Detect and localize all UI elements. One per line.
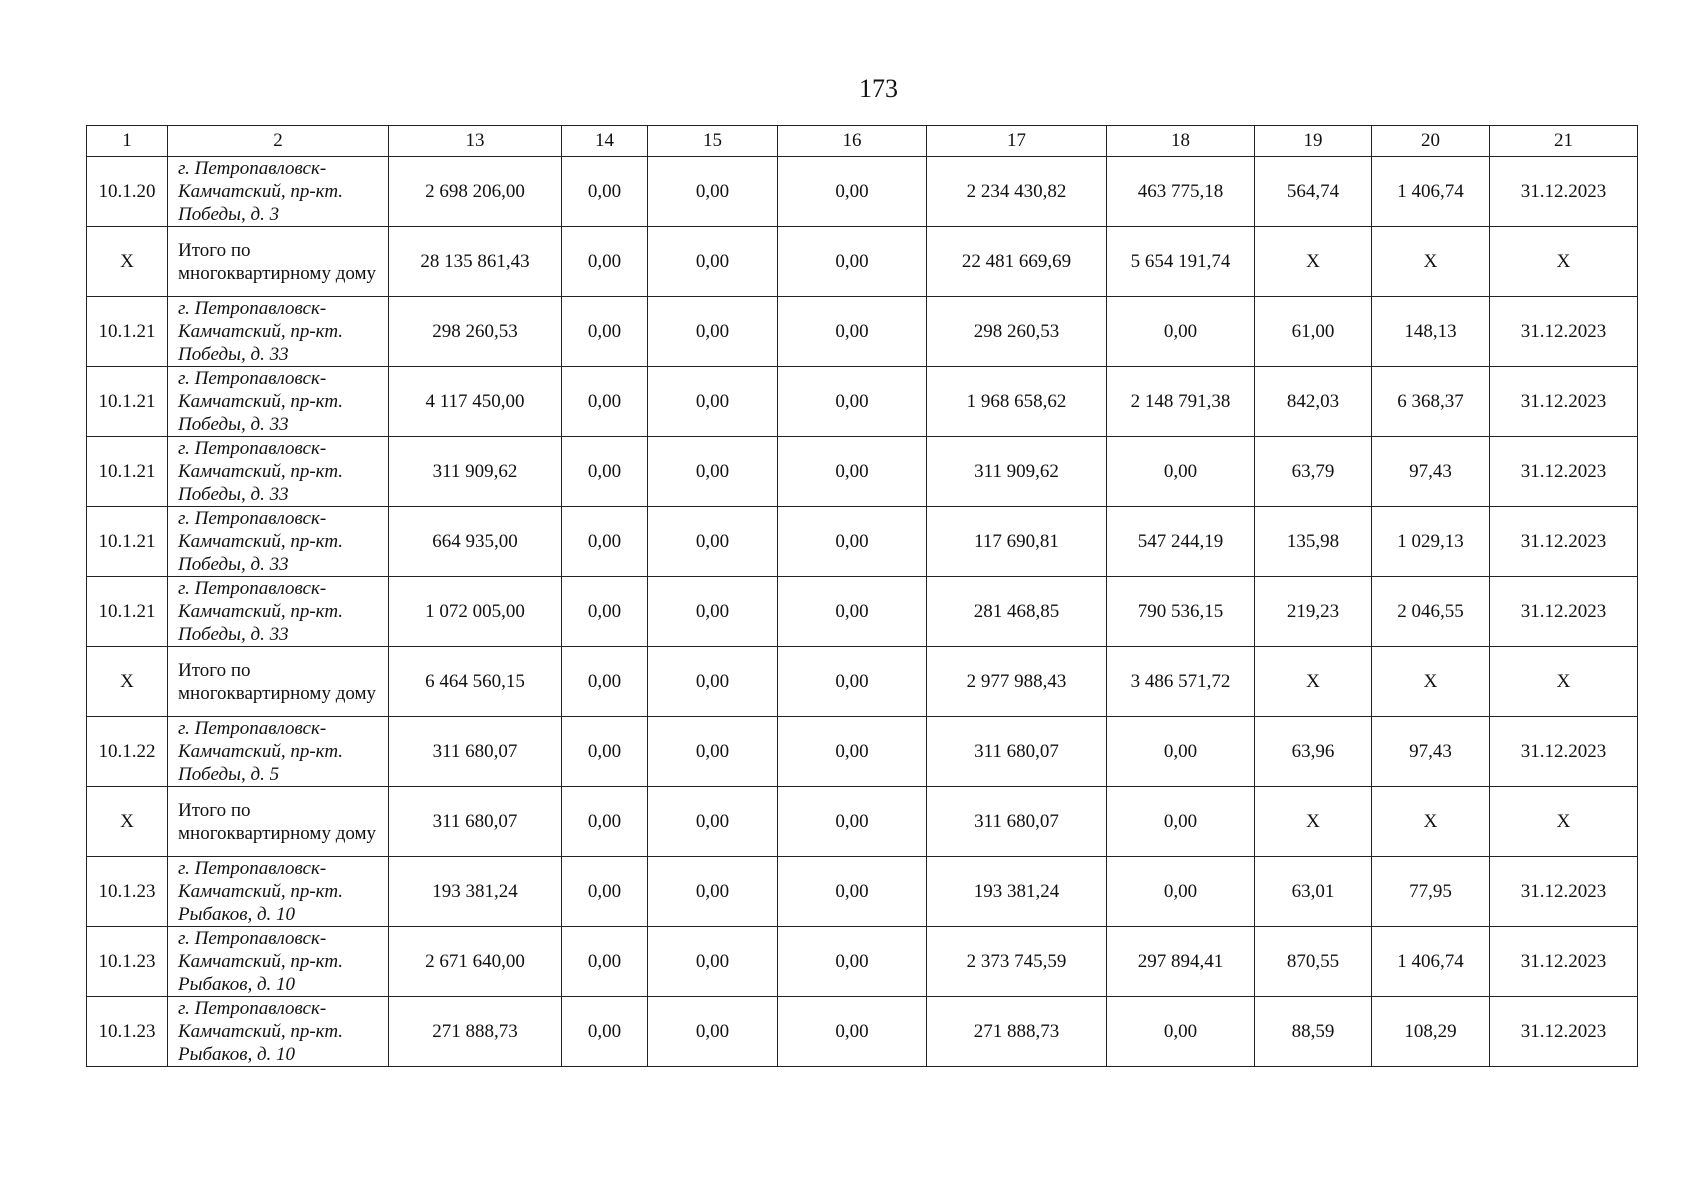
col-20-cell: Х [1372, 787, 1490, 857]
col-20-cell: 108,29 [1372, 997, 1490, 1067]
col-17-cell: 1 968 658,62 [927, 367, 1107, 437]
address-cell: Итого по многоквартирному дому [168, 787, 389, 857]
table-header-row [87, 126, 1638, 157]
col-16-cell: 0,00 [778, 647, 927, 717]
col-15-cell: 0,00 [648, 297, 778, 367]
col-21-cell: Х [1490, 787, 1638, 857]
address-cell: г. Петропавловск-Камчатский, пр-кт. Победы, д. 33 [168, 367, 389, 437]
col-21-cell: 31.12.2023 [1490, 367, 1638, 437]
col-19-cell: 63,96 [1255, 717, 1372, 787]
col-15-cell: 0,00 [648, 717, 778, 787]
col-19-cell: 219,23 [1255, 577, 1372, 647]
header-cell: 17 [927, 126, 1107, 157]
col-20-cell: 2 046,55 [1372, 577, 1490, 647]
address-cell: г. Петропавловск-Камчатский, пр-кт. Победы, д. 3 [168, 157, 389, 227]
col-18-cell: 0,00 [1107, 787, 1255, 857]
table-body [87, 126, 1638, 1067]
table-row [87, 577, 1638, 647]
col-21-cell: Х [1490, 227, 1638, 297]
col-17-cell: 193 381,24 [927, 857, 1107, 927]
table-row [87, 997, 1638, 1067]
col-19-cell: 61,00 [1255, 297, 1372, 367]
address-cell: г. Петропавловск-Камчатский, пр-кт. Победы, д. 33 [168, 507, 389, 577]
col-18-cell: 0,00 [1107, 857, 1255, 927]
row-number-cell: 10.1.23 [87, 857, 168, 927]
row-number-cell: 10.1.20 [87, 157, 168, 227]
col-15-cell: 0,00 [648, 437, 778, 507]
col-14-cell: 0,00 [562, 227, 648, 297]
col-17-cell: 311 680,07 [927, 787, 1107, 857]
table-row [87, 367, 1638, 437]
col-14-cell: 0,00 [562, 367, 648, 437]
table-total-row [87, 647, 1638, 717]
col-19-cell: Х [1255, 787, 1372, 857]
row-number-cell: 10.1.22 [87, 717, 168, 787]
col-14-cell: 0,00 [562, 647, 648, 717]
col-20-cell: Х [1372, 647, 1490, 717]
col-20-cell: 97,43 [1372, 437, 1490, 507]
col-20-cell: 77,95 [1372, 857, 1490, 927]
col-17-cell: 2 234 430,82 [927, 157, 1107, 227]
col-21-cell: 31.12.2023 [1490, 927, 1638, 997]
col-13-cell: 298 260,53 [389, 297, 562, 367]
col-21-cell: 31.12.2023 [1490, 297, 1638, 367]
col-17-cell: 311 909,62 [927, 437, 1107, 507]
col-19-cell: 63,79 [1255, 437, 1372, 507]
header-cell: 2 [168, 126, 389, 157]
col-16-cell: 0,00 [778, 997, 927, 1067]
table-row [87, 927, 1638, 997]
address-cell: г. Петропавловск-Камчатский, пр-кт. Победы, д. 33 [168, 577, 389, 647]
col-13-cell: 311 909,62 [389, 437, 562, 507]
address-cell: г. Петропавловск-Камчатский, пр-кт. Победы, д. 33 [168, 437, 389, 507]
col-13-cell: 2 671 640,00 [389, 927, 562, 997]
col-18-cell: 0,00 [1107, 717, 1255, 787]
address-cell: г. Петропавловск-Камчатский, пр-кт. Победы, д. 5 [168, 717, 389, 787]
row-number-cell: 10.1.21 [87, 577, 168, 647]
col-19-cell: 870,55 [1255, 927, 1372, 997]
col-21-cell: 31.12.2023 [1490, 507, 1638, 577]
header-cell: 18 [1107, 126, 1255, 157]
col-13-cell: 271 888,73 [389, 997, 562, 1067]
col-14-cell: 0,00 [562, 297, 648, 367]
col-21-cell: 31.12.2023 [1490, 437, 1638, 507]
col-17-cell: 2 977 988,43 [927, 647, 1107, 717]
col-17-cell: 117 690,81 [927, 507, 1107, 577]
page-number: 173 [859, 74, 898, 103]
col-17-cell: 2 373 745,59 [927, 927, 1107, 997]
row-number-cell: 10.1.23 [87, 927, 168, 997]
col-16-cell: 0,00 [778, 157, 927, 227]
col-19-cell: 135,98 [1255, 507, 1372, 577]
col-17-cell: 311 680,07 [927, 717, 1107, 787]
col-15-cell: 0,00 [648, 927, 778, 997]
col-17-cell: 22 481 669,69 [927, 227, 1107, 297]
col-14-cell: 0,00 [562, 437, 648, 507]
col-14-cell: 0,00 [562, 997, 648, 1067]
row-number-cell: Х [87, 787, 168, 857]
col-19-cell: Х [1255, 647, 1372, 717]
col-14-cell: 0,00 [562, 927, 648, 997]
address-cell: г. Петропавловск-Камчатский, пр-кт. Рыбаков, д. 10 [168, 997, 389, 1067]
col-21-cell: 31.12.2023 [1490, 717, 1638, 787]
col-20-cell: 6 368,37 [1372, 367, 1490, 437]
col-19-cell: Х [1255, 227, 1372, 297]
col-15-cell: 0,00 [648, 157, 778, 227]
address-cell: г. Петропавловск-Камчатский, пр-кт. Рыбаков, д. 10 [168, 857, 389, 927]
col-13-cell: 311 680,07 [389, 717, 562, 787]
header-cell: 13 [389, 126, 562, 157]
col-15-cell: 0,00 [648, 367, 778, 437]
col-13-cell: 4 117 450,00 [389, 367, 562, 437]
col-21-cell: 31.12.2023 [1490, 997, 1638, 1067]
table-row [87, 297, 1638, 367]
col-17-cell: 281 468,85 [927, 577, 1107, 647]
col-13-cell: 28 135 861,43 [389, 227, 562, 297]
header-cell: 1 [87, 126, 168, 157]
col-16-cell: 0,00 [778, 297, 927, 367]
address-cell: г. Петропавловск-Камчатский, пр-кт. Рыбаков, д. 10 [168, 927, 389, 997]
col-13-cell: 6 464 560,15 [389, 647, 562, 717]
col-14-cell: 0,00 [562, 507, 648, 577]
header-cell: 20 [1372, 126, 1490, 157]
header-cell: 21 [1490, 126, 1638, 157]
col-16-cell: 0,00 [778, 857, 927, 927]
col-19-cell: 63,01 [1255, 857, 1372, 927]
col-18-cell: 5 654 191,74 [1107, 227, 1255, 297]
row-number-cell: 10.1.21 [87, 367, 168, 437]
col-19-cell: 842,03 [1255, 367, 1372, 437]
col-13-cell: 664 935,00 [389, 507, 562, 577]
col-20-cell: Х [1372, 227, 1490, 297]
col-18-cell: 463 775,18 [1107, 157, 1255, 227]
col-17-cell: 298 260,53 [927, 297, 1107, 367]
col-15-cell: 0,00 [648, 647, 778, 717]
col-16-cell: 0,00 [778, 927, 927, 997]
col-14-cell: 0,00 [562, 717, 648, 787]
address-cell: Итого по многоквартирному дому [168, 647, 389, 717]
col-15-cell: 0,00 [648, 227, 778, 297]
col-20-cell: 97,43 [1372, 717, 1490, 787]
col-21-cell: 31.12.2023 [1490, 857, 1638, 927]
col-13-cell: 1 072 005,00 [389, 577, 562, 647]
col-18-cell: 0,00 [1107, 997, 1255, 1067]
col-16-cell: 0,00 [778, 717, 927, 787]
col-16-cell: 0,00 [778, 367, 927, 437]
row-number-cell: 10.1.21 [87, 297, 168, 367]
col-20-cell: 148,13 [1372, 297, 1490, 367]
col-19-cell: 88,59 [1255, 997, 1372, 1067]
col-18-cell: 790 536,15 [1107, 577, 1255, 647]
row-number-cell: Х [87, 647, 168, 717]
col-15-cell: 0,00 [648, 787, 778, 857]
col-13-cell: 193 381,24 [389, 857, 562, 927]
col-16-cell: 0,00 [778, 507, 927, 577]
col-18-cell: 547 244,19 [1107, 507, 1255, 577]
col-18-cell: 2 148 791,38 [1107, 367, 1255, 437]
col-21-cell: 31.12.2023 [1490, 157, 1638, 227]
col-18-cell: 3 486 571,72 [1107, 647, 1255, 717]
col-19-cell: 564,74 [1255, 157, 1372, 227]
col-18-cell: 297 894,41 [1107, 927, 1255, 997]
row-number-cell: 10.1.23 [87, 997, 168, 1067]
address-cell: г. Петропавловск-Камчатский, пр-кт. Победы, д. 33 [168, 297, 389, 367]
col-17-cell: 271 888,73 [927, 997, 1107, 1067]
col-20-cell: 1 406,74 [1372, 157, 1490, 227]
table-row [87, 437, 1638, 507]
col-16-cell: 0,00 [778, 437, 927, 507]
row-number-cell: 10.1.21 [87, 507, 168, 577]
col-20-cell: 1 029,13 [1372, 507, 1490, 577]
col-13-cell: 2 698 206,00 [389, 157, 562, 227]
col-18-cell: 0,00 [1107, 437, 1255, 507]
table-total-row [87, 787, 1638, 857]
col-15-cell: 0,00 [648, 997, 778, 1067]
row-number-cell: 10.1.21 [87, 437, 168, 507]
col-20-cell: 1 406,74 [1372, 927, 1490, 997]
col-16-cell: 0,00 [778, 577, 927, 647]
header-cell: 16 [778, 126, 927, 157]
col-18-cell: 0,00 [1107, 297, 1255, 367]
col-15-cell: 0,00 [648, 857, 778, 927]
table-row [87, 857, 1638, 927]
data-table [86, 125, 1638, 1067]
col-14-cell: 0,00 [562, 857, 648, 927]
table-row [87, 157, 1638, 227]
col-13-cell: 311 680,07 [389, 787, 562, 857]
address-cell: Итого по многоквартирному дому [168, 227, 389, 297]
row-number-cell: Х [87, 227, 168, 297]
col-15-cell: 0,00 [648, 507, 778, 577]
col-21-cell: 31.12.2023 [1490, 577, 1638, 647]
col-14-cell: 0,00 [562, 787, 648, 857]
table-row [87, 507, 1638, 577]
col-14-cell: 0,00 [562, 577, 648, 647]
col-16-cell: 0,00 [778, 227, 927, 297]
col-21-cell: Х [1490, 647, 1638, 717]
table-total-row [87, 227, 1638, 297]
table-row [87, 717, 1638, 787]
col-16-cell: 0,00 [778, 787, 927, 857]
header-cell: 14 [562, 126, 648, 157]
col-15-cell: 0,00 [648, 577, 778, 647]
col-14-cell: 0,00 [562, 157, 648, 227]
header-cell: 19 [1255, 126, 1372, 157]
header-cell: 15 [648, 126, 778, 157]
